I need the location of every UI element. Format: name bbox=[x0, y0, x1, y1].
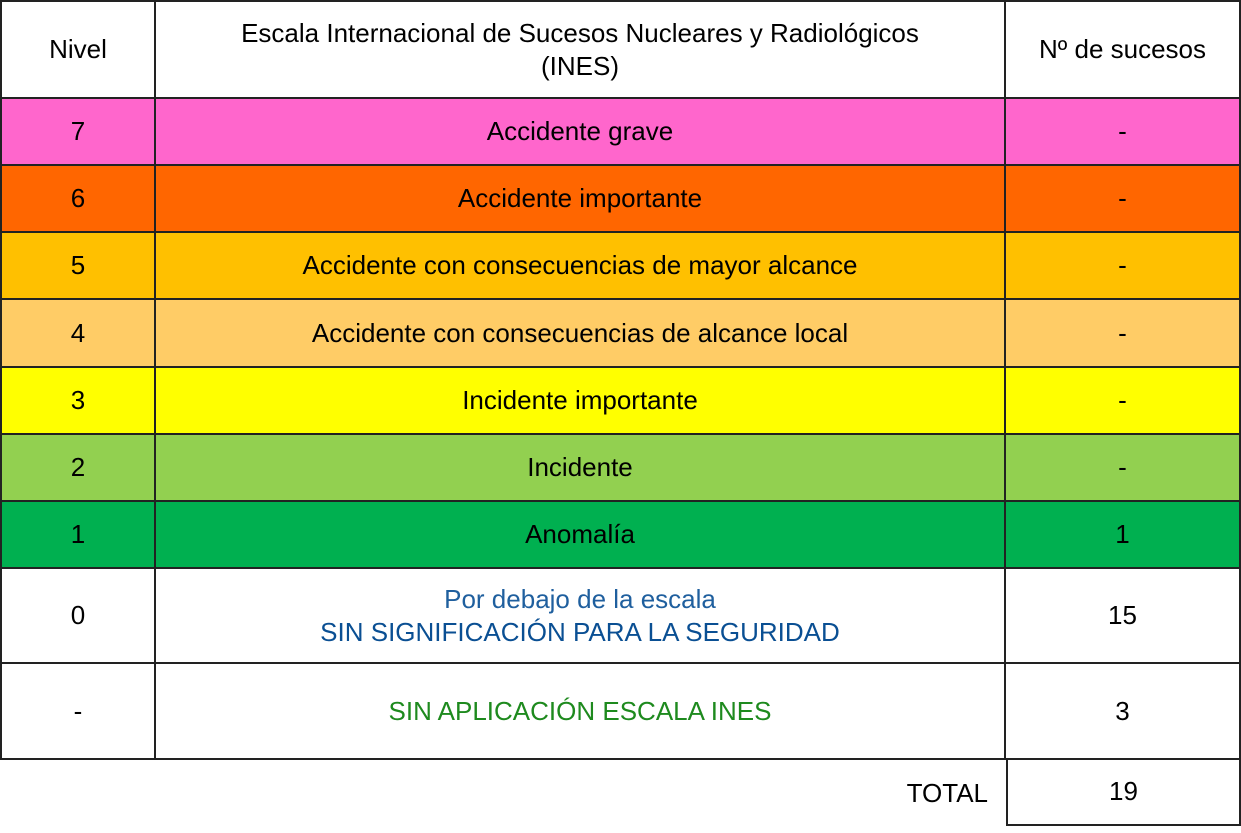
table-row bbox=[0, 435, 1241, 502]
header-nivel: Nivel bbox=[0, 0, 156, 99]
table-row bbox=[0, 502, 1241, 569]
row-sucesos: 3 bbox=[1006, 664, 1241, 760]
row-nivel: 6 bbox=[0, 166, 156, 233]
row-descripcion: SIN APLICACIÓN ESCALA INES bbox=[156, 664, 1006, 760]
header-sucesos: Nº de sucesos bbox=[1006, 0, 1241, 99]
row-sucesos: 1 bbox=[1006, 502, 1241, 569]
row-descripcion: Incidente importante bbox=[156, 368, 1006, 435]
row-descripcion: Accidente importante bbox=[156, 166, 1006, 233]
row-nivel: 5 bbox=[0, 233, 156, 300]
row-sucesos: - bbox=[1006, 300, 1241, 368]
table-header bbox=[0, 0, 1241, 99]
row-descripcion: Incidente bbox=[156, 435, 1006, 502]
row-nivel: 7 bbox=[0, 99, 156, 166]
row-descripcion: Anomalía bbox=[156, 502, 1006, 569]
table-row-level-0 bbox=[0, 569, 1241, 664]
no-safety-significance-text: SIN SIGNIFICACIÓN PARA LA SEGURIDAD bbox=[320, 616, 840, 647]
row-nivel: 2 bbox=[0, 435, 156, 502]
row-nivel: 0 bbox=[0, 569, 156, 664]
table-row bbox=[0, 99, 1241, 166]
table-row bbox=[0, 166, 1241, 233]
header-escala-line2: (INES) bbox=[541, 50, 619, 81]
row-descripcion bbox=[156, 569, 1006, 664]
table-row bbox=[0, 300, 1241, 368]
row-nivel: - bbox=[0, 664, 156, 760]
row-sucesos: - bbox=[1006, 166, 1241, 233]
header-escala-line1: Escala Internacional de Sucesos Nucleares y Radiológicos bbox=[241, 18, 919, 48]
row-sucesos: - bbox=[1006, 99, 1241, 166]
row-descripcion: Accidente con consecuencias de alcance local bbox=[156, 300, 1006, 368]
row-descripcion: Accidente con consecuencias de mayor alcance bbox=[156, 233, 1006, 300]
row-sucesos: - bbox=[1006, 435, 1241, 502]
total-value: 19 bbox=[1006, 758, 1241, 826]
row-nivel: 1 bbox=[0, 502, 156, 569]
table-row-no-ines bbox=[0, 664, 1241, 760]
row-sucesos: 15 bbox=[1006, 569, 1241, 664]
row-nivel: 3 bbox=[0, 368, 156, 435]
table-row bbox=[0, 233, 1241, 300]
below-scale-text: Por debajo de la escala bbox=[444, 584, 716, 614]
total-label: TOTAL bbox=[906, 777, 988, 808]
header-escala bbox=[156, 0, 1006, 99]
row-nivel: 4 bbox=[0, 300, 156, 368]
table-row bbox=[0, 368, 1241, 435]
row-descripcion: Accidente grave bbox=[156, 99, 1006, 166]
row-sucesos: - bbox=[1006, 233, 1241, 300]
row-sucesos: - bbox=[1006, 368, 1241, 435]
